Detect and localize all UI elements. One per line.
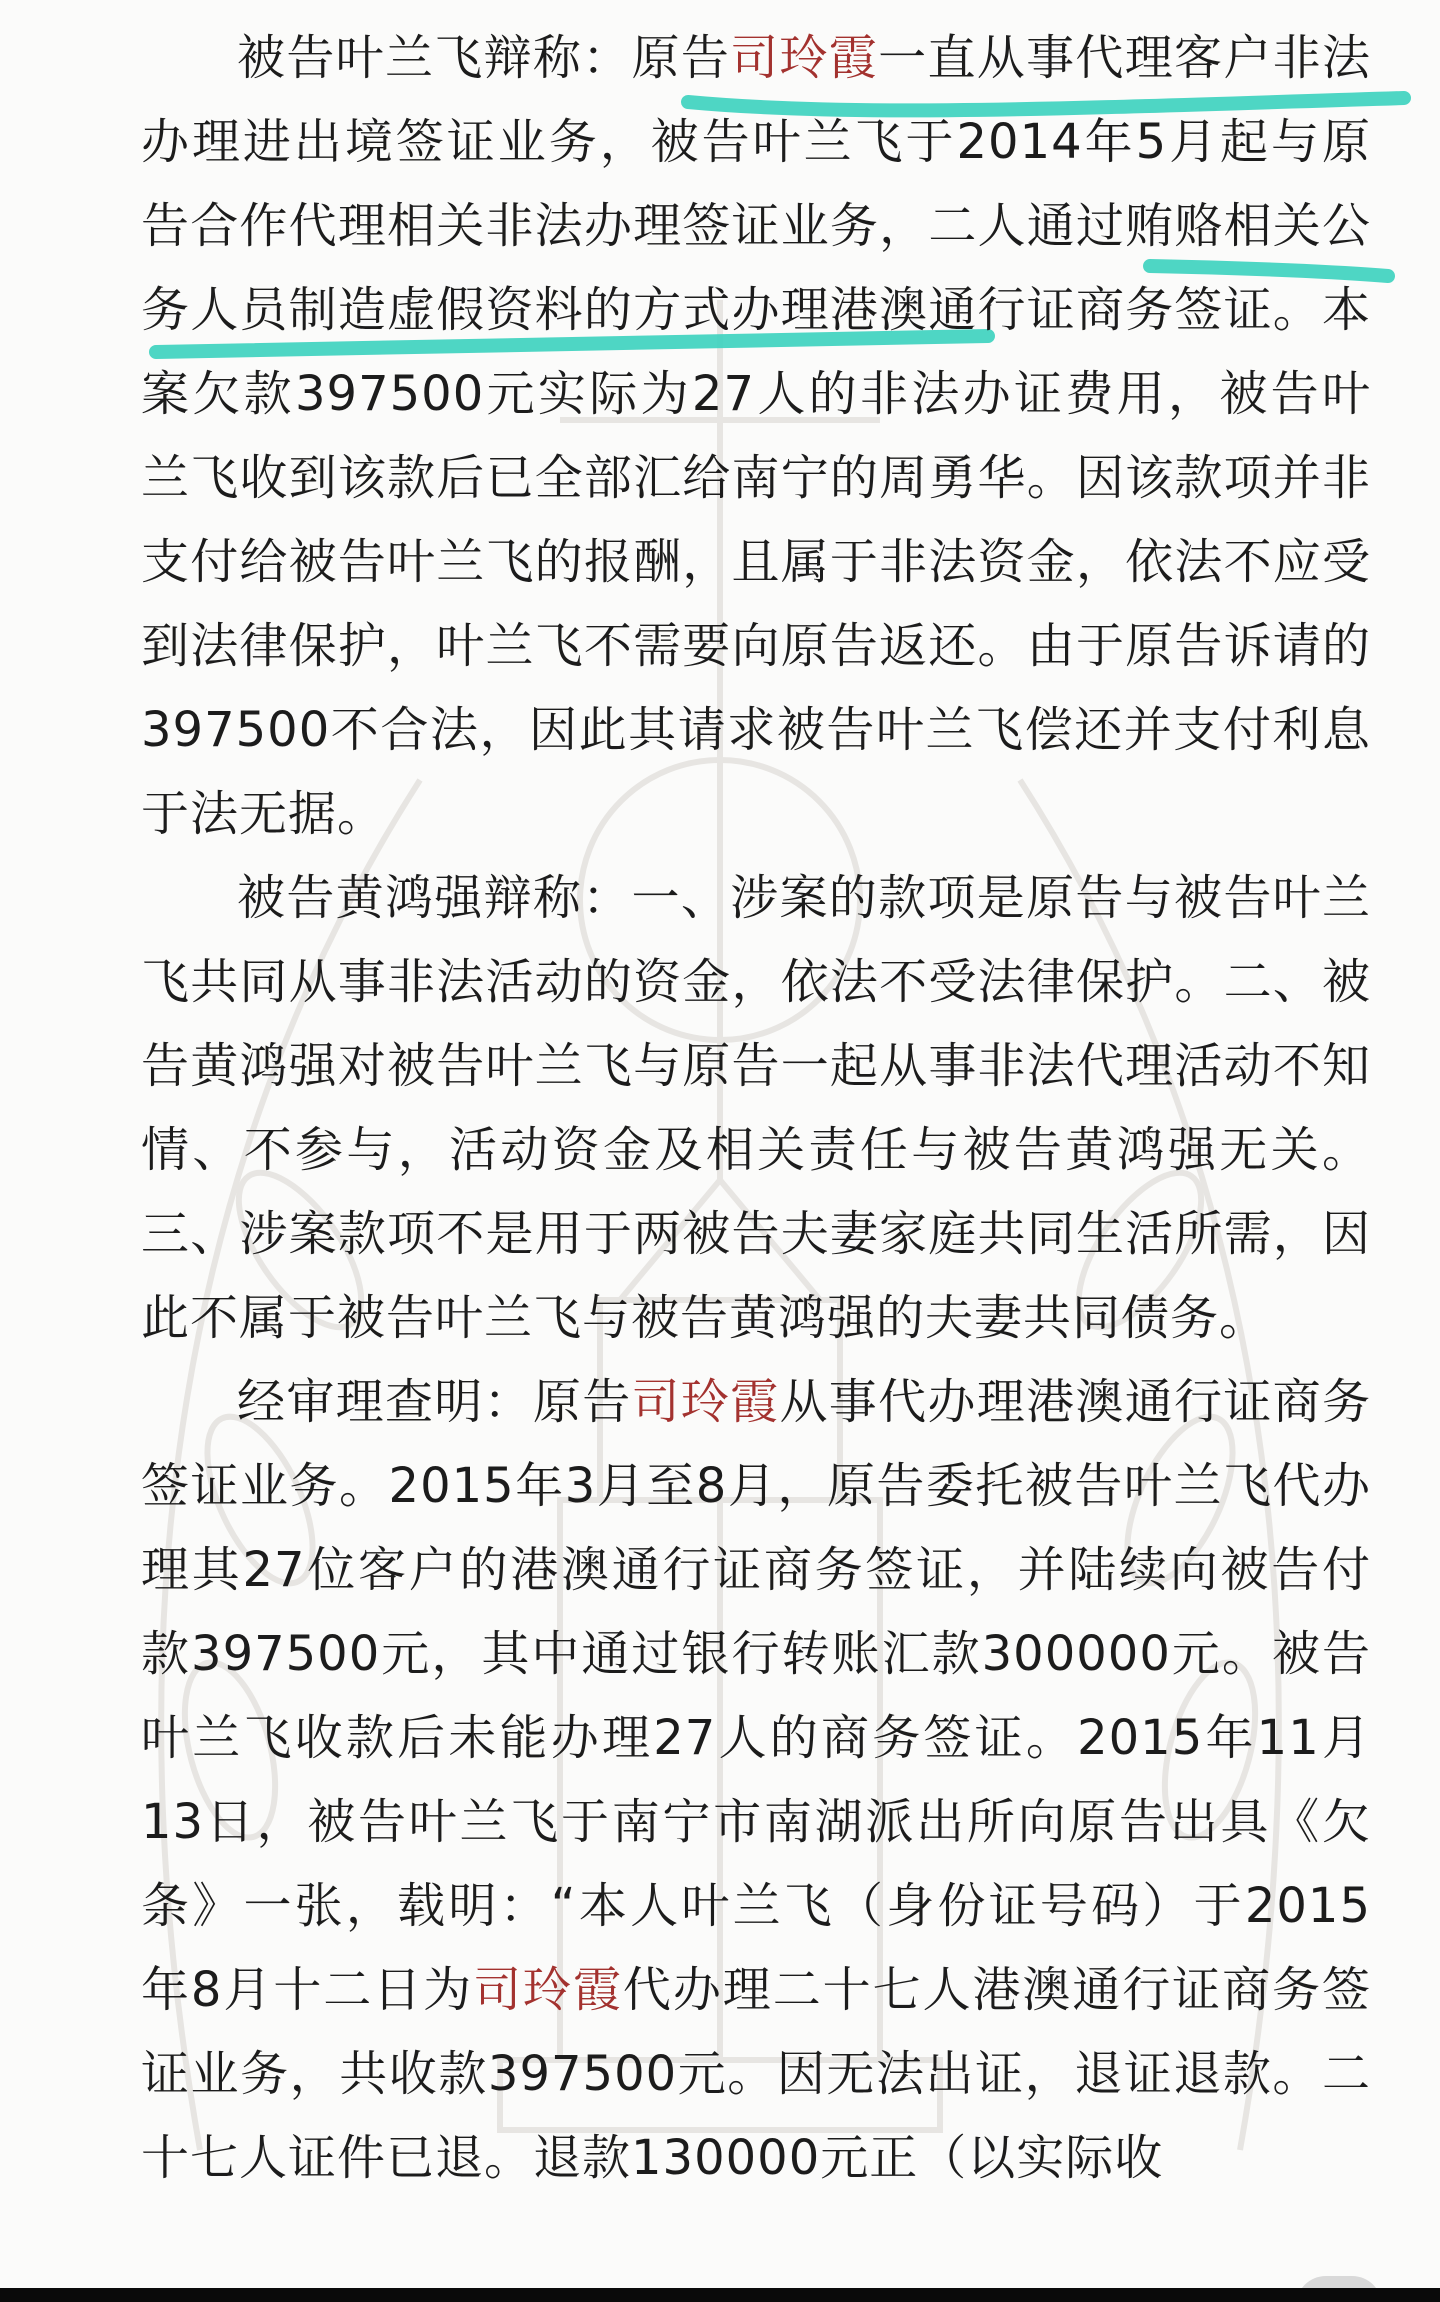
paragraph-defendant-huang-defense [141,856,1371,1360]
text-segment: 经审理查明：原告 [237,1374,632,1430]
text-segment: 被告叶兰飞辩称：原告 [237,30,731,86]
bottom-navigation-bar [0,2288,1440,2302]
text-segment: 从事代办理港澳通行证商务签证业务。2015年3月至8月，原告委托被告叶兰飞代办理其27位客户的港澳通行证商务签证，并陆续向被告付款397500元，其中通过银行转账汇款300000元。被告叶兰飞收款后未能办理27人的商务签证。2015年11月13日，被告叶兰飞于南宁市南湖派出所向原告出具《欠条》一张，载明：“本人叶兰飞（身份证号码）于2015年8月十二日为 [141,1374,1371,2018]
paragraph-defendant-ye-defense [141,16,1371,856]
text-segment: 代办理二十七人港澳通行证商务签证业务，共收款397500元。因无法出证，退证退款。二十七人证件已退。退款130000元正（以实际收 [141,1962,1371,2186]
plaintiff-name-highlight: 司玲霞 [473,1962,623,2018]
paragraph-findings [141,1360,1371,2200]
text-segment: 被告黄鸿强辩称：一、涉案的款项是原告与被告叶兰飞共同从事非法活动的资金，依法不受法律保护。二、被告黄鸿强对被告叶兰飞与原告一起从事非法代理活动不知情、不参与，活动资金及相关责任与被告黄鸿强无关。三、涉案款项不是用于两被告夫妻家庭共同生活所需，因此不属于被告叶兰飞与被告黄鸿强的夫妻共同债务。 [141,870,1371,1346]
document-body [141,0,1371,2200]
plaintiff-name-highlight: 司玲霞 [631,1374,780,1430]
text-segment: 一直从事代理客户非法办理进出境签证业务，被告叶兰飞于2014年5月起与原告合作代理相关非法办理签证业务，二人通过贿赂相关公务人员制造虚假资料的方式办理港澳通行证商务签证。本案欠款397500元实际为27人的非法办证费用，被告叶兰飞收到该款后已全部汇给南宁的周勇华。因该款项并非支付给被告叶兰飞的报酬，且属于非法资金，依法不应受到法律保护，叶兰飞不需要向原告返还。由于原告诉请的397500不合法，因此其请求被告叶兰飞偿还并支付利息于法无据。 [141,30,1371,842]
plaintiff-name-highlight: 司玲霞 [730,30,879,86]
